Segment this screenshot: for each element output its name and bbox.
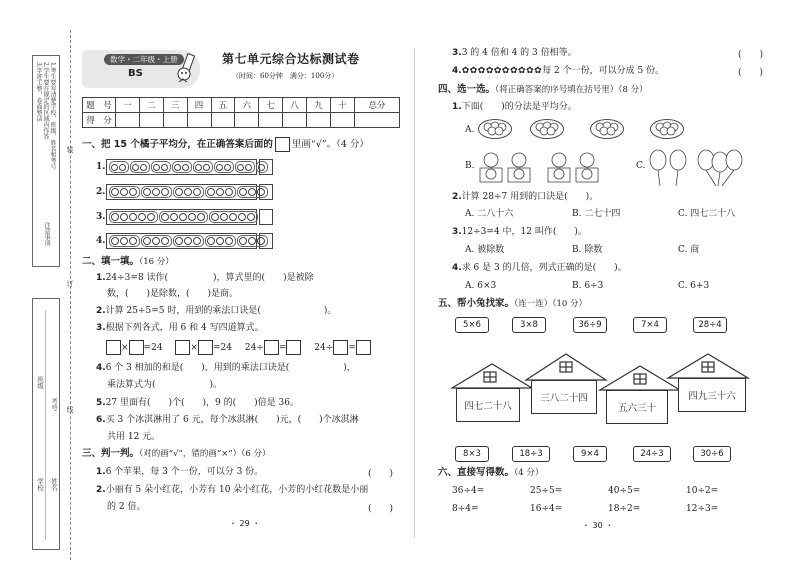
orange-icon <box>225 188 233 196</box>
orange-icon <box>143 237 151 245</box>
orange-icon <box>237 164 244 171</box>
blank-box[interactable] <box>175 340 190 355</box>
notice-line-3: 3.字迹工整，卷面整洁 <box>35 62 42 122</box>
flower-icon: ✿ <box>526 65 534 76</box>
r-q4 <box>452 65 664 77</box>
orange-group <box>209 211 258 223</box>
section-3-title <box>82 448 271 460</box>
orange-icon <box>229 213 237 221</box>
s6-r2-c4[interactable]: 12÷3= <box>686 504 719 514</box>
orange-icon <box>184 188 192 196</box>
s2-q4-a-text: 6 个 3 相加的和是( )，用到的乘法口诀是( )， <box>105 363 356 373</box>
orange-group <box>130 161 150 173</box>
orange-group <box>109 186 140 198</box>
orange-icon <box>238 213 246 221</box>
section-5-title-text: 五、帮小兔找家。 <box>438 298 515 309</box>
page-number-right: ・ 30 ・ <box>582 521 614 530</box>
s2-q5-text: 27 里面有( )个( )，9 的( )倍是 36。 <box>105 398 299 408</box>
orange-icon <box>161 237 169 245</box>
bottom-carrot-1[interactable]: 8×3 <box>455 446 489 462</box>
orange-icon <box>216 164 223 171</box>
bottom-carrot-2[interactable]: 18÷3 <box>512 446 550 462</box>
s4-q3-text: 12÷3=4 中，12 叫作( )。 <box>461 227 587 237</box>
op: 24÷ <box>314 343 334 353</box>
score-col: 十 <box>330 98 354 113</box>
flower-icon: ✿ <box>485 65 494 76</box>
s1-row-4-answer-box[interactable] <box>259 233 273 249</box>
score-cell[interactable] <box>330 113 354 128</box>
s3-q1-text: 6 个苹果，每 3 个一份，可以分 3 份。 <box>105 467 264 477</box>
s4-q2-opt-b[interactable]: B. 二七十四 <box>572 209 621 219</box>
header-badge-label: 数学・二年级・上册 <box>104 54 184 65</box>
bottom-carrot-5[interactable]: 30÷6 <box>693 446 731 462</box>
s4-q3 <box>452 226 587 238</box>
op: × <box>121 343 129 353</box>
fold-mark-3: 线 <box>66 406 74 413</box>
s2-q5-num: 5. <box>96 398 106 408</box>
r-q3-answer[interactable]: ( ) <box>738 50 764 60</box>
orange-icon <box>220 213 228 221</box>
page-number-left: ・ 29 ・ <box>229 519 261 528</box>
score-col: 七 <box>259 98 283 113</box>
r-q4-text: 每 2 个一份，可以分成 5 份。 <box>542 66 665 76</box>
orange-icon <box>143 188 151 196</box>
orange-icon <box>239 188 247 196</box>
exam-title: 第七单元综合达标测试卷 <box>222 52 360 66</box>
s4-q2 <box>452 191 598 203</box>
op: = <box>348 343 356 353</box>
score-col: 总分 <box>354 98 399 113</box>
orange-icon <box>129 188 137 196</box>
orange-icon <box>239 237 247 245</box>
blank-box[interactable] <box>198 340 213 355</box>
section-5-title <box>438 298 587 310</box>
fold-mark: 装 <box>66 146 74 153</box>
score-col: 一 <box>116 98 140 113</box>
s4-q3-num: 3. <box>452 227 462 237</box>
orange-group <box>173 186 204 198</box>
s1-row-3-num: 3. <box>96 212 106 222</box>
orange-group <box>109 211 158 223</box>
score-col: 六 <box>235 98 259 113</box>
s6-r1-c2[interactable]: 25÷5= <box>530 486 563 496</box>
page-divider <box>414 48 415 538</box>
house-1[interactable]: 四七二十八 <box>456 388 520 422</box>
orange-group <box>214 161 234 173</box>
orange-icon <box>152 188 160 196</box>
flower-icon: ✿ <box>469 65 478 76</box>
orange-group <box>109 161 129 173</box>
section-2-note: （16 分） <box>139 257 174 267</box>
top-carrot-3[interactable]: 36÷9 <box>573 317 607 333</box>
s1-row-3-answer-box[interactable] <box>259 209 273 225</box>
orange-group <box>193 161 213 173</box>
section-1-title-tail: 里画“√”。（4 分） <box>291 139 369 150</box>
orange-icon <box>129 237 137 245</box>
flower-icon: ✿ <box>493 65 502 76</box>
orange-icon <box>193 188 201 196</box>
orange-group <box>205 186 236 198</box>
field-school: 学校 <box>36 478 44 491</box>
s3-q2-a-text: 小丽有 5 朵小红花，小芳有 10 朵小红花，小芳的小红花数是小丽 <box>105 485 369 495</box>
s6-r1-c3[interactable]: 40÷5= <box>608 486 641 496</box>
section-1-title <box>82 137 369 152</box>
orange-icon <box>175 237 183 245</box>
orange-icon <box>195 164 202 171</box>
op: =24 <box>143 343 163 353</box>
orange-icon <box>111 188 119 196</box>
orange-icon <box>161 188 169 196</box>
flower-icon: ✿ <box>501 65 510 76</box>
orange-group <box>235 161 255 173</box>
score-table <box>82 97 400 128</box>
score-col: 八 <box>283 98 307 113</box>
s2-q6-b: 共用 12 元。 <box>107 432 161 442</box>
s3-q2-a <box>96 484 368 496</box>
orange-icon <box>153 164 160 171</box>
blank-box[interactable] <box>264 340 279 355</box>
orange-icon <box>147 213 155 221</box>
s4-q2-opt-c[interactable]: C. 四七二十八 <box>678 209 736 219</box>
info-line-1 <box>45 310 46 540</box>
orange-icon <box>111 164 118 171</box>
section-2-title <box>82 256 174 268</box>
flower-row <box>462 67 542 76</box>
s3-q1-num: 1. <box>96 467 106 477</box>
s4-opt-a-label: A. <box>465 125 475 135</box>
orange-icon <box>120 213 128 221</box>
op: 24÷ <box>244 343 264 353</box>
blank-box[interactable] <box>356 340 371 355</box>
orange-icon <box>188 213 196 221</box>
orange-icon <box>111 237 119 245</box>
orange-icon <box>247 213 255 221</box>
orange-icon <box>129 213 137 221</box>
s4-q2-opt-a[interactable]: A. 二八十六 <box>465 209 514 219</box>
orange-icon <box>152 237 160 245</box>
top-carrot-4[interactable]: 7×4 <box>633 317 667 333</box>
score-col: 四 <box>187 98 211 113</box>
orange-icon <box>224 164 231 171</box>
field-class: 班级 <box>36 376 44 389</box>
score-table-score-row <box>83 113 400 128</box>
score-cell[interactable] <box>211 113 235 128</box>
r-q4-num: 4. <box>452 66 462 76</box>
header-version: BS <box>128 68 143 79</box>
orange-icon <box>248 237 256 245</box>
section-5-note: （连一连）（10 分） <box>514 299 588 309</box>
s2-q3 <box>96 322 264 334</box>
house-3[interactable]: 五六三十 <box>606 390 668 424</box>
s2-q1-a <box>96 272 314 284</box>
s1-row-2-num: 2. <box>96 187 106 197</box>
s4-q4-opt-a[interactable]: A. 6×3 <box>465 281 497 291</box>
s4-q2-text: 计算 28÷7 用到的口诀是( )。 <box>461 192 599 202</box>
s2-q4-b: 乘法算式为( )。 <box>107 380 223 390</box>
lion-toys-icon <box>478 150 608 186</box>
s2-q6-num: 6. <box>96 415 106 425</box>
house-2[interactable]: 三八二十四 <box>531 380 597 414</box>
s2-q2 <box>96 305 336 317</box>
section-6-note: （4 分） <box>514 468 544 478</box>
s4-q3-opt-b[interactable]: B. 除数 <box>572 245 603 255</box>
orange-icon <box>193 237 201 245</box>
s6-r2-c1[interactable]: 8÷4= <box>452 504 479 514</box>
orange-icon <box>120 237 128 245</box>
s3-q2-num: 2. <box>96 485 106 495</box>
score-table-header-row <box>83 98 400 113</box>
s2-q1-a-text: 24÷3=8 读作( )，算式里的( )是被除 <box>105 273 314 283</box>
s4-opt-c-label: C. <box>636 161 646 171</box>
orange-icon <box>182 164 189 171</box>
s3-q1 <box>96 466 263 478</box>
s1-row-2-oranges <box>106 184 257 200</box>
score-col: 二 <box>139 98 163 113</box>
score-cell[interactable] <box>139 113 163 128</box>
orange-icon <box>161 213 169 221</box>
s2-q4-a <box>96 362 356 374</box>
orange-icon <box>245 164 252 171</box>
score-cell[interactable] <box>187 113 211 128</box>
section-3-title-text: 三、判一判。 <box>82 448 140 459</box>
flower-icon: ✿ <box>509 65 518 76</box>
score-cell[interactable] <box>283 113 307 128</box>
orange-icon <box>170 213 178 221</box>
s6-r1-c4[interactable]: 10÷2= <box>686 486 719 496</box>
s1-row-4-num: 4. <box>96 236 106 246</box>
score-cell[interactable] <box>116 113 140 128</box>
orange-icon <box>120 188 128 196</box>
section-4-title-text: 四、选一选。 <box>438 84 496 95</box>
s2-q2-num: 2. <box>96 306 106 316</box>
s1-row-3-oranges <box>106 209 257 225</box>
top-carrot-1[interactable]: 5×6 <box>455 317 489 333</box>
s2-q3-num: 3. <box>96 323 106 333</box>
orange-icon <box>132 164 139 171</box>
section-1-title-text: 一、把 15 个橘子平均分，在正确答案后面的 <box>82 139 273 150</box>
s2-q6-a <box>96 414 359 426</box>
orange-icon <box>174 164 181 171</box>
orange-group <box>141 186 172 198</box>
score-cell[interactable] <box>235 113 259 128</box>
s4-q4-num: 4. <box>452 263 462 273</box>
orange-group <box>109 235 140 247</box>
s4-q1-num: 1. <box>452 102 462 112</box>
s6-r2-c2[interactable]: 16÷4= <box>530 504 563 514</box>
s4-q3-opt-a[interactable]: A. 被除数 <box>465 245 505 255</box>
score-cell[interactable] <box>354 113 399 128</box>
s1-row-1-oranges <box>106 159 257 175</box>
answer-box-sample <box>275 137 290 152</box>
s4-q1-text: 下面( )的分法是平均分。 <box>461 102 577 112</box>
orange-group <box>151 161 171 173</box>
plate-fruits-icon <box>478 118 688 140</box>
s4-q4-opt-b[interactable]: B. 6÷3 <box>572 281 604 291</box>
section-3-note: （对的画“√”，错的画“×”）（6 分） <box>139 449 271 459</box>
orange-icon <box>207 188 215 196</box>
score-row-label: 得 分 <box>83 113 116 128</box>
s1-row-4-oranges <box>106 233 257 249</box>
r-q3-text: 3 的 4 倍和 4 的 3 倍相等。 <box>461 48 577 58</box>
score-row-label: 题 号 <box>83 98 116 113</box>
s6-r2-c3[interactable]: 18÷2= <box>608 504 641 514</box>
s1-row-1-answer-box[interactable] <box>259 159 273 175</box>
section-6-title <box>438 467 543 479</box>
orange-icon <box>211 213 219 221</box>
orange-icon <box>138 213 146 221</box>
s2-q4-num: 4. <box>96 363 106 373</box>
bottom-carrot-4[interactable]: 24÷3 <box>633 446 671 462</box>
s1-row-2-answer-box[interactable] <box>259 184 273 200</box>
s2-q1-b: 数，( )是除数，( )是商。 <box>107 289 239 299</box>
orange-group <box>205 235 236 247</box>
orange-group <box>172 161 192 173</box>
orange-group <box>141 235 172 247</box>
orange-icon <box>184 237 192 245</box>
exam-subtitle: （时间：60分钟 满分：100分） <box>232 72 339 80</box>
score-col: 九 <box>307 98 331 113</box>
fold-mark-2: 订 <box>66 280 74 287</box>
orange-icon <box>179 213 187 221</box>
op: =24 <box>212 343 232 353</box>
orange-icon <box>175 188 183 196</box>
s4-q4 <box>452 262 627 274</box>
notice-line-1: 1.考生要写清楚学校、班级、姓名和考号 <box>49 62 56 170</box>
orange-icon <box>248 188 256 196</box>
orange-icon <box>119 164 126 171</box>
s1-row-1-num: 1. <box>96 162 106 172</box>
orange-icon <box>161 164 168 171</box>
binding-dashed-line <box>70 30 71 560</box>
s4-q4-opt-c[interactable]: C. 6+3 <box>678 281 710 291</box>
r-q3-num: 3. <box>452 48 462 58</box>
s3-q2-b: 的 2 倍。 <box>107 502 146 512</box>
score-cell[interactable] <box>259 113 283 128</box>
field-name: 姓名 <box>50 478 58 491</box>
bottom-carrot-3[interactable]: 9×4 <box>573 446 607 462</box>
orange-icon <box>203 164 210 171</box>
score-col: 五 <box>211 98 235 113</box>
blank-box[interactable] <box>106 340 121 355</box>
flower-icon: ✿ <box>461 65 470 76</box>
s2-q1-num: 1. <box>96 273 106 283</box>
r-q4-answer[interactable]: ( ) <box>738 68 764 78</box>
orange-icon <box>140 164 147 171</box>
section-2-title-text: 二、填一填。 <box>82 256 140 267</box>
section-4-title <box>438 84 648 96</box>
s2-q3-equations <box>106 340 371 355</box>
s2-q6-a-text: 买 3 个冰淇淋用了 6 元，每个冰淇淋( )元，( )个冰淇淋 <box>105 415 359 425</box>
s4-q1 <box>452 101 577 113</box>
balloons-icon <box>648 148 748 188</box>
orange-group <box>159 211 208 223</box>
s4-opt-b-label: B. <box>465 161 475 171</box>
orange-icon <box>197 213 205 221</box>
top-carrot-2[interactable]: 3×8 <box>512 317 546 333</box>
orange-icon <box>225 237 233 245</box>
s6-r1-c1[interactable]: 36÷4= <box>452 486 485 496</box>
r-q3 <box>452 47 577 59</box>
score-cell[interactable] <box>307 113 331 128</box>
s3-q1-answer[interactable]: ( ) <box>368 469 394 479</box>
section-4-note: （将正确答案的序号填在括号里）（8 分） <box>495 85 648 95</box>
pencil-mascot-icon <box>174 52 200 88</box>
top-carrot-5[interactable]: 28÷4 <box>693 317 727 333</box>
s4-q4-text: 求 6 是 3 的几倍，列式正确的是( )。 <box>461 263 627 273</box>
flower-icon: ✿ <box>534 65 542 76</box>
flower-icon: ✿ <box>518 65 526 76</box>
blank-box[interactable] <box>333 340 348 355</box>
blank-box[interactable] <box>129 340 144 355</box>
orange-icon <box>207 237 215 245</box>
op: × <box>190 343 198 353</box>
orange-group <box>173 235 204 247</box>
orange-icon <box>111 213 119 221</box>
field-id: 考号 <box>50 398 58 411</box>
orange-icon <box>216 237 224 245</box>
notice-title: 注意事项 <box>43 222 50 246</box>
score-col: 三 <box>163 98 187 113</box>
house-4[interactable]: 四九三十六 <box>678 378 746 412</box>
s2-q5 <box>96 397 299 409</box>
score-cell[interactable] <box>163 113 187 128</box>
blank-box[interactable] <box>286 340 301 355</box>
s4-q2-num: 2. <box>452 192 462 202</box>
orange-icon <box>216 188 224 196</box>
student-info-box <box>32 298 60 550</box>
notice-line-2: 2.学生要在规定的区域内作答 <box>42 62 49 140</box>
s2-q3-text: 根据下列各式，用 6 和 4 写四道算式。 <box>105 323 264 333</box>
op: = <box>278 343 287 353</box>
s2-q2-text: 计算 25÷5=5 时，用到的乘法口诀是( )。 <box>105 306 337 316</box>
flower-icon: ✿ <box>477 65 486 76</box>
s3-q2-answer[interactable]: ( ) <box>368 504 394 514</box>
s4-q3-opt-c[interactable]: C. 商 <box>678 245 700 255</box>
section-6-title-text: 六、直接写得数。 <box>438 467 515 478</box>
